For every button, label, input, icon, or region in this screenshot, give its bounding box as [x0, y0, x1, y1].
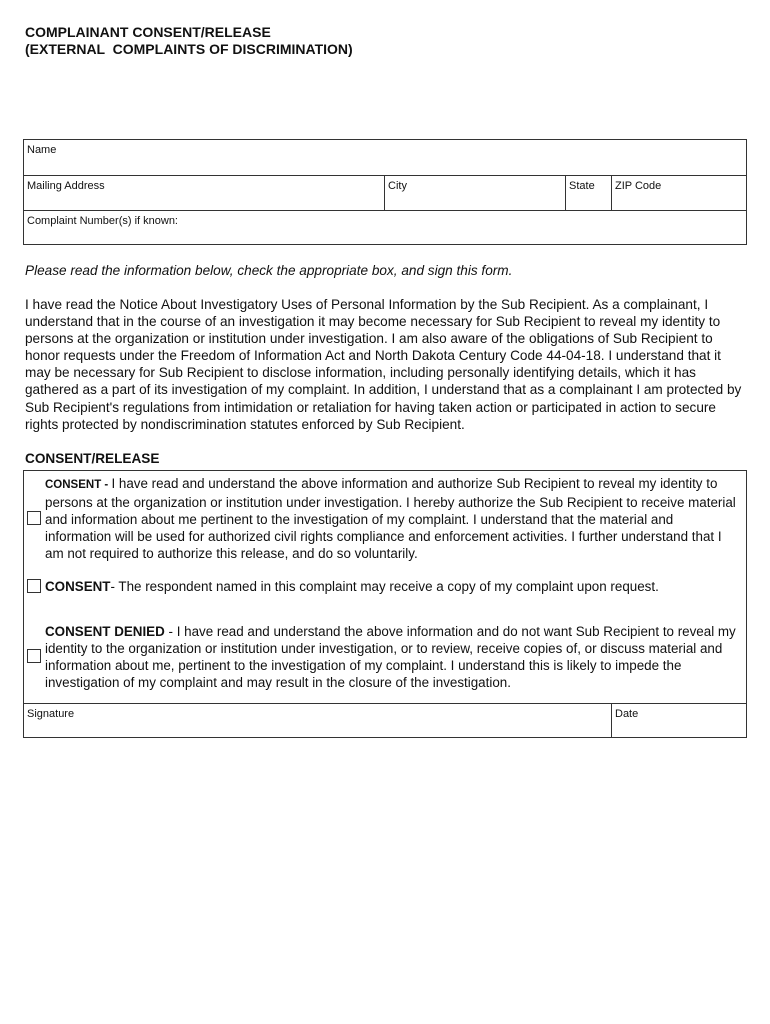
consent-copy-option-text: [45, 578, 740, 595]
mailing-address-field[interactable]: [24, 176, 385, 210]
consent-option-text: [45, 475, 740, 562]
consent-description: I have read and understand the above information and authorize Sub Recipient to reveal my identity to persons at the organization or institution under investigation. I hereby authorize the Sub Recipient to receive material and information about me pertinent to the investigation of my complaint. I understand that the material and information will be used for authorized civil rights compliance and enforcement activities. I further understand that I am not required to authorize this release, and do so voluntarily.: [45, 476, 736, 562]
instruction-text: Please read the information below, check the appropriate box, and sign this form.: [25, 263, 513, 278]
complaint-number-field[interactable]: [24, 211, 746, 244]
zip-code-field[interactable]: [612, 176, 746, 210]
consent-denied-option-text: [45, 623, 740, 691]
form-title: [25, 24, 353, 58]
complainant-info-table: [23, 139, 747, 245]
city-label: City: [388, 180, 407, 192]
consent-denied-label: CONSENT DENIED: [45, 624, 165, 639]
name-field[interactable]: [24, 140, 746, 175]
consent-label: CONSENT -: [45, 479, 112, 491]
state-label: State: [569, 180, 595, 192]
date-label: Date: [615, 708, 639, 720]
consent-denied-checkbox[interactable]: [27, 649, 41, 663]
consent-release-heading: CONSENT/RELEASE: [25, 451, 160, 466]
signature-row: [24, 703, 746, 737]
consent-denied-description: - I have read and understand the above information and do not want Sub Recipient to reveal my identity to the organization or institution under investigation, or to review, receive copies of, or discuss material and information about me, pertinent to the investigation of my complaint. I understand this is likely to impede the investigation of my complaint and may result in the closure of the investigation.: [45, 624, 736, 691]
consent-copy-label: CONSENT: [45, 579, 111, 594]
form-title-line2: (EXTERNAL COMPLAINTS OF DISCRIMINATION): [25, 41, 353, 57]
state-field[interactable]: [566, 176, 612, 210]
address-row: [24, 175, 746, 210]
mailing-address-label: Mailing Address: [27, 180, 105, 192]
signature-label: Signature: [27, 708, 75, 720]
consent-options-box: [23, 470, 747, 738]
name-row[interactable]: [24, 140, 746, 175]
date-field[interactable]: [612, 704, 746, 737]
zip-code-label: ZIP Code: [615, 180, 662, 192]
city-field[interactable]: [385, 176, 566, 210]
notice-paragraph: I have read the Notice About Investigatory Uses of Personal Information by the Sub Recipient. As a complainant, I understand that in the course of an investigation it may become necessary for Sub Recipient to reveal my identity to persons at the organization or institution under investigation. I am also aware of the obligations of Sub Recipient to honor requests under the Freedom of Information Act and North Dakota Century Code 44-04-18. I understand that it may be necessary for Sub Recipient to disclose information, including personally identifying details, which it has gathered as a part of its investigation of my complaint. In addition, I understand that as a complainant I am protected by Sub Recipient's regulations from intimidation or retaliation for having taken action or participated in action to secure rights protected by nondiscrimination statutes enforced by Sub Recipient.: [25, 297, 742, 432]
complaint-number-row: [24, 210, 746, 244]
complaint-number-label: Complaint Number(s) if known:: [27, 215, 178, 227]
form-title-line1: COMPLAINANT CONSENT/RELEASE: [25, 24, 271, 40]
name-label: Name: [27, 144, 57, 156]
consent-copy-description: - The respondent named in this complaint may receive a copy of my complaint upon request.: [110, 579, 659, 594]
consent-checkbox[interactable]: [27, 511, 41, 525]
consent-copy-checkbox[interactable]: [27, 579, 41, 593]
signature-field[interactable]: [24, 704, 612, 737]
